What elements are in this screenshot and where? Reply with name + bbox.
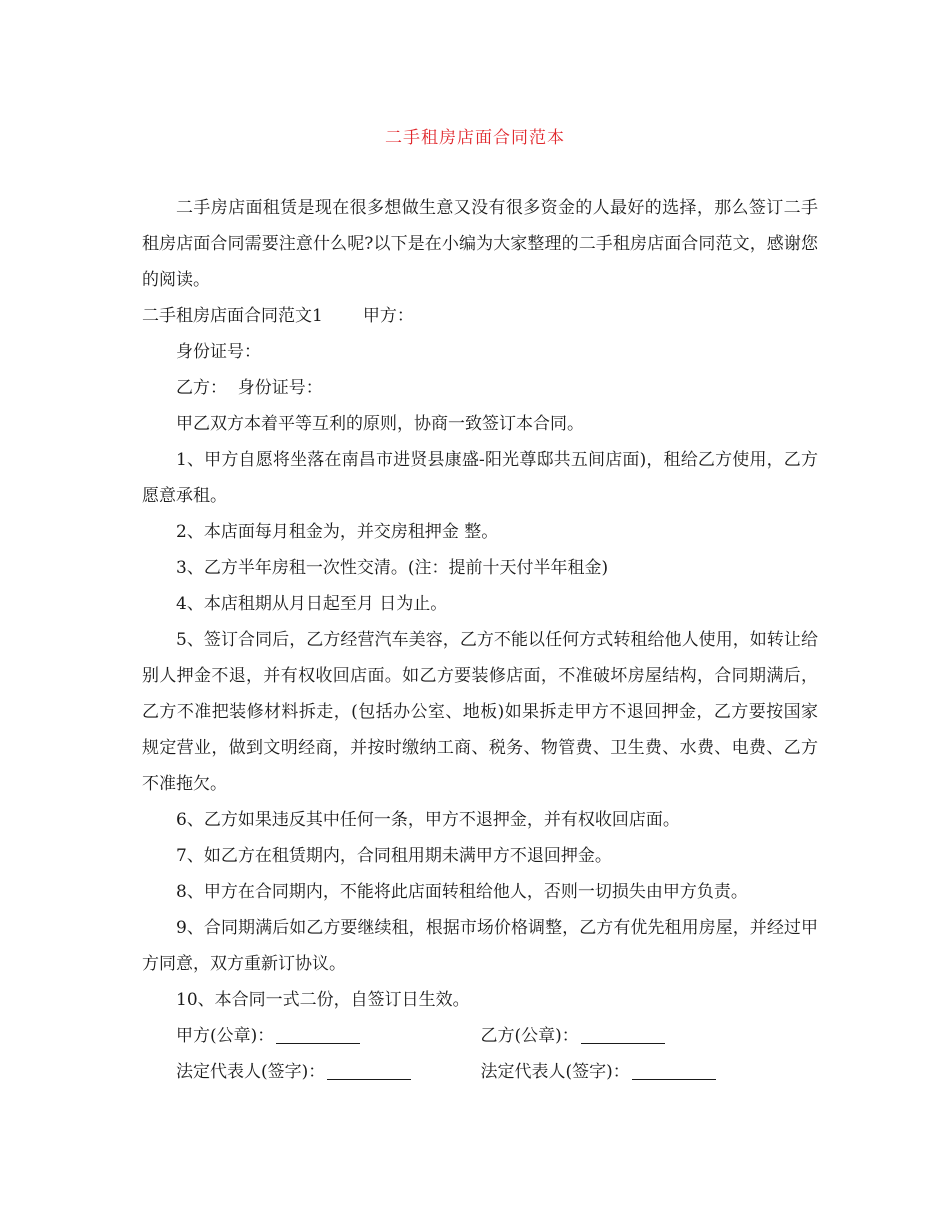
intro-paragraph: 二手房店面租赁是现在很多想做生意又没有很多资金的人最好的选择，那么签订二手租房店面合同需要注意什么呢?以下是在小编为大家整理的二手租房店面合同范文，感谢您的阅读。 <box>142 198 818 290</box>
clause: 2、本店面每月租金为，并交房租押金 整。 <box>176 522 499 542</box>
section-heading-line <box>142 298 818 334</box>
preamble: 甲乙双方本着平等互利的原则，协商一致签订本合同。 <box>176 414 584 434</box>
clause: 5、签订合同后，乙方经营汽车美容，乙方不能以任何方式转租给他人使用，如转让给别人押金不退，并有权收回店面。如乙方要装修店面，不准破坏房屋结构，合同期满后，乙方不准把装修材料拆走，(包括办公室、地板)如果拆走甲方不退回押金，乙方要按国家规定营业，做到文明经商，并按时缴纳工商、税务、物管费、卫生费、水费、电费、乙方不准拖欠。 <box>142 630 818 794</box>
clause: 4、本店租期从月日起至月 日为止。 <box>176 594 448 614</box>
document-body <box>142 190 818 1090</box>
seal-row <box>142 1018 818 1054</box>
representative-row <box>142 1054 818 1090</box>
id-a-line: 身份证号： <box>176 342 261 362</box>
clause: 8、甲方在合同期内，不能将此店面转租给他人，否则一切损失由甲方负责。 <box>176 882 748 902</box>
section-heading: 二手租房店面合同范文1 <box>142 306 323 326</box>
signature-line <box>327 1059 411 1080</box>
party-a-seal <box>142 1018 481 1054</box>
party-b-rep <box>481 1054 818 1090</box>
party-b-rep-label: 法定代表人(签字)： <box>480 1062 630 1082</box>
party-a-rep-label: 法定代表人(签字)： <box>176 1062 326 1082</box>
signature-line <box>581 1023 665 1044</box>
clause: 10、本合同一式二份，自签订日生效。 <box>176 990 470 1010</box>
signature-line <box>632 1059 716 1080</box>
clause: 1、甲方自愿将坐落在南昌市进贤县康盛-阳光尊邸共五间店面)，租给乙方使用，乙方愿意承租。 <box>142 450 818 506</box>
party-b-seal <box>481 1018 818 1054</box>
document-title: 二手租房店面合同范本 <box>385 128 565 148</box>
party-b-seal-label: 乙方(公章)： <box>480 1026 579 1046</box>
party-a-seal-label: 甲方(公章)： <box>176 1026 275 1046</box>
signature-line <box>276 1023 360 1044</box>
party-b-line: 乙方： 身份证号： <box>176 378 323 398</box>
party-a-rep <box>142 1054 481 1090</box>
clause: 3、乙方半年房租一次性交清。(注：提前十天付半年租金) <box>176 558 609 578</box>
clause: 7、如乙方在租赁期内，合同租用期未满甲方不退回押金。 <box>176 846 612 866</box>
clause: 9、合同期满后如乙方要继续租，根据市场价格调整，乙方有优先租用房屋，并经过甲方同意，双方重新订协议。 <box>142 918 818 974</box>
party-a-label: 甲方： <box>362 306 414 326</box>
clause: 6、乙方如果违反其中任何一条，甲方不退押金，并有权收回店面。 <box>176 810 680 830</box>
